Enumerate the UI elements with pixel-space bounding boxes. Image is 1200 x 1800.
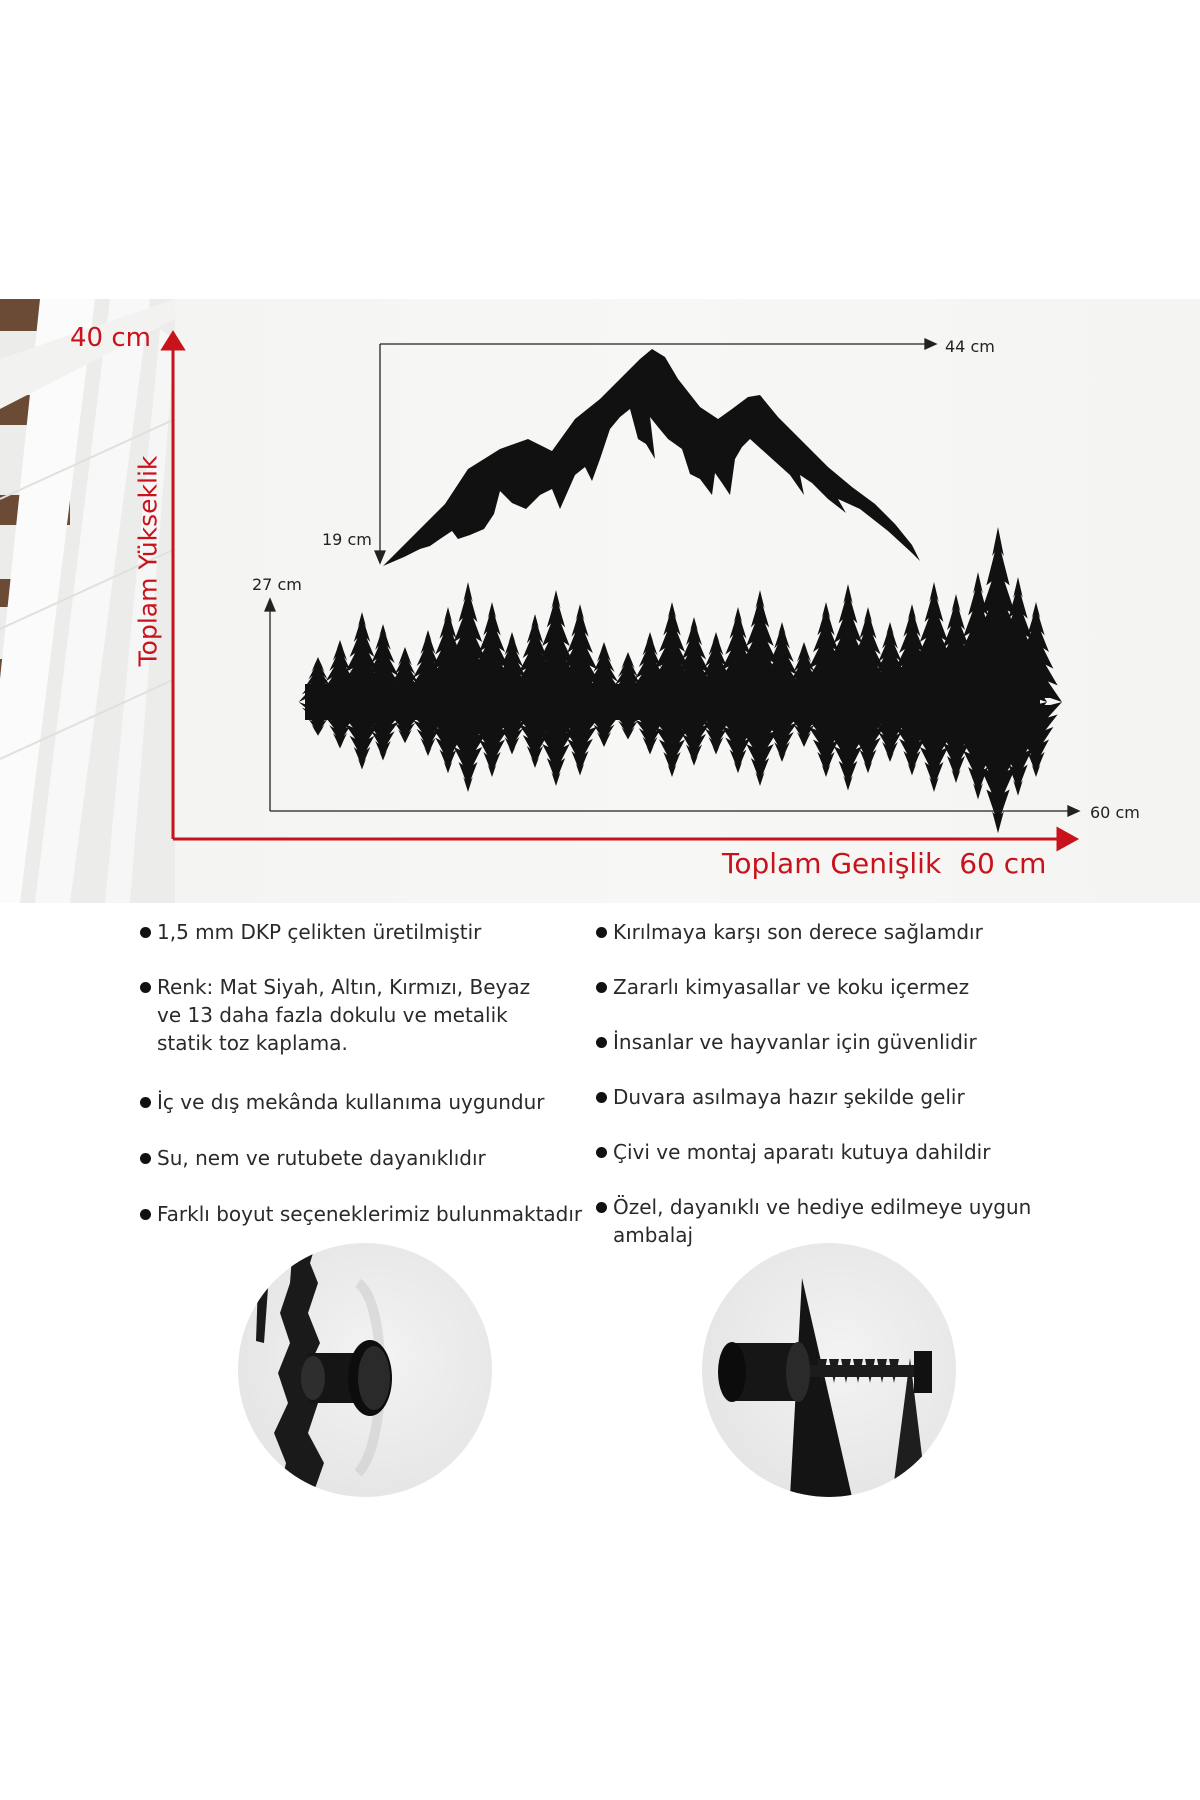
total-width-caption xyxy=(722,847,1046,880)
bullet-icon xyxy=(140,927,151,938)
bullet-icon xyxy=(140,1097,151,1108)
feature-item xyxy=(596,1193,1116,1249)
bullet-icon xyxy=(140,982,151,993)
detail-photo-standoff xyxy=(238,1243,492,1497)
bullet-icon xyxy=(596,982,607,993)
bullet-icon xyxy=(140,1209,151,1220)
feature-item xyxy=(596,1028,977,1056)
feature-item xyxy=(140,1144,486,1172)
total-width-value: 60 cm xyxy=(959,847,1047,880)
mountain-silhouette xyxy=(383,349,920,566)
feature-item xyxy=(596,1083,965,1111)
feature-text: 1,5 mm DKP çelikten üretilmiştir xyxy=(157,920,482,944)
feature-text: Renk: Mat Siyah, Altın, Kırmızı, Beyaz ve 13 daha fazla dokulu ve metalik statik toz kaplama. xyxy=(157,975,531,1055)
feature-text: Özel, dayanıklı ve hediye edilmeye uygun ambalaj xyxy=(613,1195,1032,1247)
forest-silhouette xyxy=(299,527,1062,833)
feature-item xyxy=(596,1138,990,1166)
mountain-height-label: 19 cm xyxy=(322,530,372,549)
feature-item xyxy=(140,1200,582,1228)
feature-item xyxy=(596,918,983,946)
product-photo xyxy=(0,299,1200,903)
feature-text: Zararlı kimyasallar ve koku içermez xyxy=(613,975,970,999)
screw-mount-icon xyxy=(702,1243,956,1497)
forest-height-label: 27 cm xyxy=(252,575,302,594)
feature-text: İç ve dış mekânda kullanıma uygundur xyxy=(157,1090,545,1114)
total-width-label: Toplam Genişlik xyxy=(722,847,942,880)
feature-text: Farklı boyut seçeneklerimiz bulunmaktadır xyxy=(157,1202,583,1226)
bullet-icon xyxy=(596,1202,607,1213)
standoff-mount-icon xyxy=(238,1243,492,1497)
feature-item xyxy=(596,973,969,1001)
bullet-icon xyxy=(596,927,607,938)
feature-item xyxy=(140,918,481,946)
detail-photo-screw xyxy=(702,1243,956,1497)
feature-item xyxy=(140,973,530,1057)
feature-text: Duvara asılmaya hazır şekilde gelir xyxy=(613,1085,965,1109)
total-height-value: 40 cm xyxy=(70,323,151,353)
forest-width-label: 60 cm xyxy=(1090,803,1140,822)
feature-text: Çivi ve montaj aparatı kutuya dahildir xyxy=(613,1140,991,1164)
mountain-width-label: 44 cm xyxy=(945,337,995,356)
bullet-icon xyxy=(596,1092,607,1103)
feature-item xyxy=(140,1088,545,1116)
feature-text: Kırılmaya karşı son derece sağlamdır xyxy=(613,920,983,944)
feature-text: Su, nem ve rutubete dayanıklıdır xyxy=(157,1146,486,1170)
feature-text: İnsanlar ve hayvanlar için güvenlidir xyxy=(613,1030,977,1054)
bullet-icon xyxy=(140,1153,151,1164)
total-height-label: Toplam Yükseklik xyxy=(133,455,163,667)
photo-illustration xyxy=(0,299,1200,903)
bullet-icon xyxy=(596,1147,607,1158)
bullet-icon xyxy=(596,1037,607,1048)
